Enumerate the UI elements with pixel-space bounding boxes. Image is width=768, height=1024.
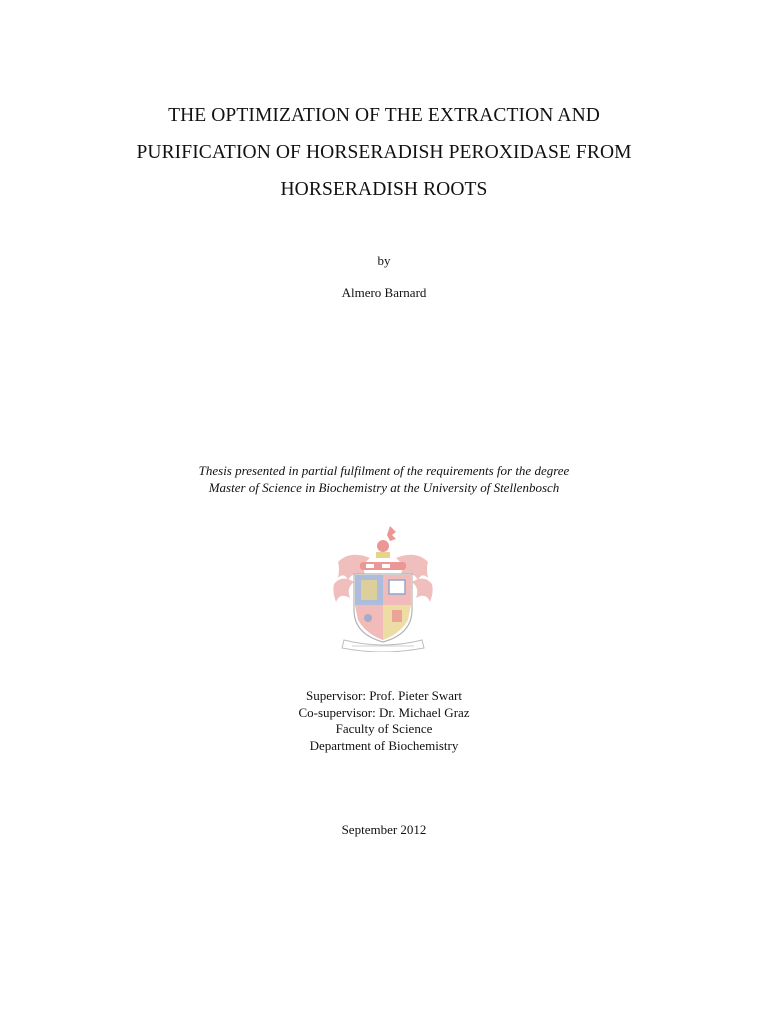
thesis-title (0, 97, 768, 208)
submission-date: September 2012 (341, 822, 427, 837)
author-name: Almero Barnard (341, 285, 427, 300)
department: Department of Biochemistry (309, 737, 459, 753)
co-supervisor: Co-supervisor: Dr. Michael Graz (298, 704, 470, 720)
university-crest-icon (330, 522, 436, 652)
title-line-3: HORSERADISH ROOTS (280, 179, 488, 200)
title-line-1: THE OPTIMIZATION OF THE EXTRACTION AND (168, 105, 600, 126)
supervision-info (0, 688, 768, 754)
by-label: by (377, 253, 391, 268)
supervisor: Supervisor: Prof. Pieter Swart (306, 688, 462, 703)
title-line-2: PURIFICATION OF HORSERADISH PEROXIDASE FROM (136, 142, 632, 163)
thesis-line-2: Master of Science in Biochemistry at the University of Stellenbosch (208, 480, 560, 495)
thesis-statement (0, 462, 768, 496)
thesis-line-1: Thesis presented in partial fulfilment of the requirements for the degree (198, 463, 570, 478)
faculty: Faculty of Science (335, 721, 433, 736)
